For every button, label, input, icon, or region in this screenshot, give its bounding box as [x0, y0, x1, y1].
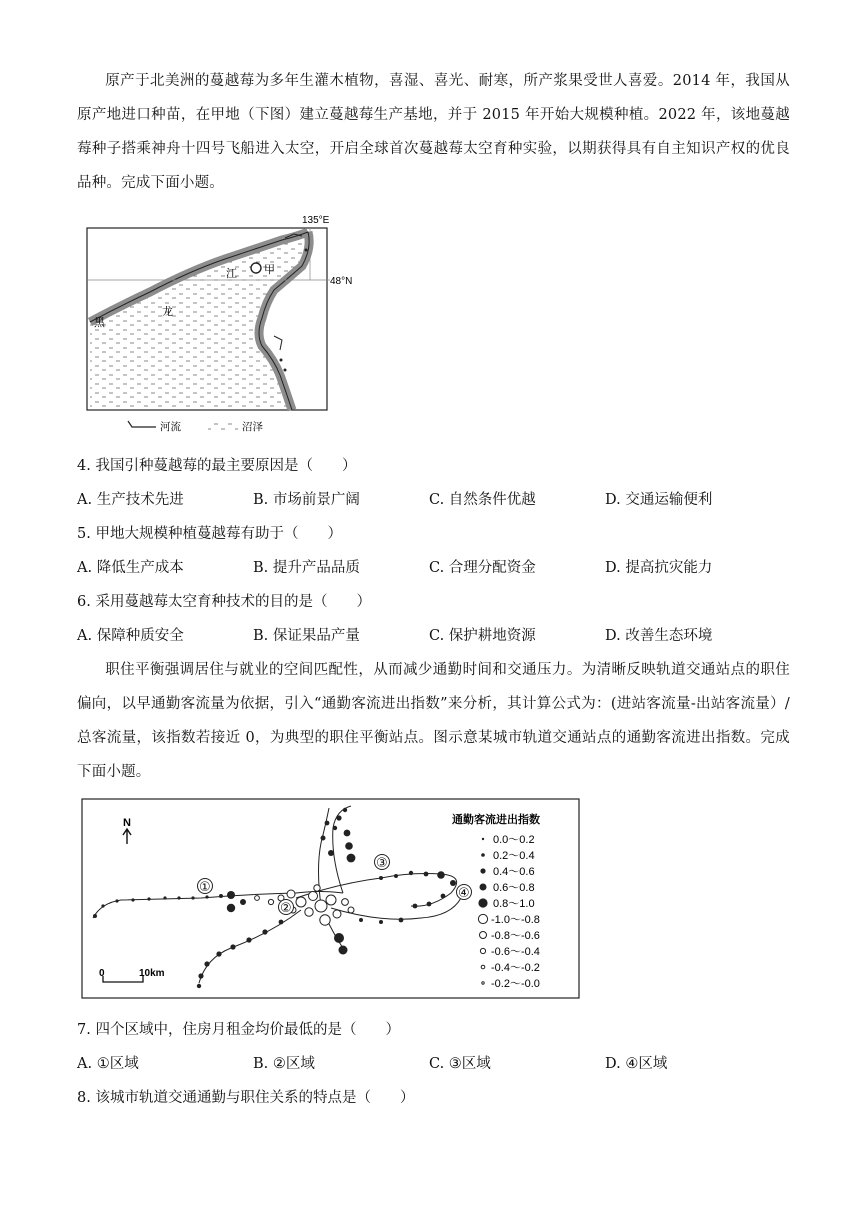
q6-option-c[interactable]: C. 保护耕地资源	[429, 628, 536, 644]
river-char-hei: 黑	[94, 317, 105, 329]
north-label: N	[123, 817, 131, 829]
scale-10km: 10km	[139, 968, 165, 979]
q6-option-d[interactable]: D. 改善生态环境	[605, 628, 713, 644]
river-char-jiang: 江	[226, 268, 237, 280]
q5-option-a[interactable]: A. 降低生产成本	[77, 560, 184, 576]
legend-marsh-label: 沼泽	[242, 421, 263, 433]
passage-commute	[77, 653, 790, 789]
lon-label: 135°E	[302, 215, 330, 226]
commute-index-map	[81, 798, 581, 1000]
q7-option-b[interactable]: B. ②区域	[253, 1056, 315, 1072]
legend-item-7: -0.6～-0.4	[491, 946, 540, 958]
question-5-stem: 5. 甲地大规模种植蔓越莓有助于（ ）	[77, 526, 342, 542]
question-8-stem: 8. 该城市轨道交通通勤与职住关系的特点是（ ）	[77, 1090, 415, 1106]
q4-option-c[interactable]: C. 自然条件优越	[429, 492, 536, 508]
legend-item-0: 0.0～0.2	[493, 834, 535, 846]
legend-river-symbol	[128, 421, 156, 427]
legend-item-4: 0.8～1.0	[493, 898, 535, 910]
passage-cranberry-text: 原产于北美洲的蔓越莓为多年生灌木植物，喜湿、喜光、耐寒，所产浆果受世人喜爱。2014 年，我国从原产地进口种苗，在甲地（下图）建立蔓越莓生产基地，并于 2015 年开始大规模种植。2022 年，该地蔓越莓种子搭乘神舟十四号飞船进入太空，开启全球首次蔓越莓太空育种实验，以期获得具有自主知识产权的优良品种。完成下面小题。	[77, 73, 790, 191]
legend-item-6: -0.8～-0.6	[491, 930, 540, 942]
legend-item-9: -0.2～-0.0	[491, 978, 540, 990]
region-label-3: ③	[376, 855, 388, 870]
legend-item-5: -1.0～-0.8	[491, 914, 540, 926]
q4-option-b[interactable]: B. 市场前景广阔	[253, 492, 360, 508]
q7-option-d[interactable]: D. ④区域	[605, 1056, 668, 1072]
legend-marsh-symbol	[208, 421, 238, 431]
legend-title: 通勤客流进出指数	[452, 814, 540, 826]
region-label-1: ①	[199, 879, 211, 894]
q5-option-c[interactable]: C. 合理分配资金	[429, 560, 536, 576]
region-label-2: ②	[280, 900, 292, 915]
legend-item-8: -0.4～-0.2	[491, 962, 540, 974]
question-4-options	[77, 490, 797, 510]
question-5-options	[77, 558, 797, 578]
q6-option-b[interactable]: B. 保证果品产量	[253, 628, 360, 644]
legend-item-3: 0.6～0.8	[493, 882, 535, 894]
scale-zero: 0	[99, 968, 105, 979]
q4-option-a[interactable]: A. 生产技术先进	[77, 492, 184, 508]
region-label-4: ④	[458, 885, 470, 900]
jia-location-marker	[251, 263, 261, 273]
jia-label: 甲	[264, 264, 275, 276]
q6-option-a[interactable]: A. 保障种质安全	[77, 628, 184, 644]
question-4-stem: 4. 我国引种蔓越莓的最主要原因是（ ）	[77, 458, 357, 474]
question-6-options	[77, 626, 797, 646]
question-7-options	[77, 1054, 797, 1074]
passage-cranberry	[77, 64, 790, 200]
question-7-stem: 7. 四个区域中，住房月租金均价最低的是（ ）	[77, 1022, 400, 1038]
legend-item-1: 0.2～0.4	[493, 850, 535, 862]
legend-river-label: 河流	[160, 421, 181, 433]
heilongjiang-marsh-map	[80, 210, 380, 440]
lat-label: 48°N	[330, 276, 353, 287]
passage-commute-text: 职住平衡强调居住与就业的空间匹配性，从而减少通勤时间和交通压力。为清晰反映轨道交通站点的职住偏向，以早通勤客流量为依据，引入“通勤客流进出指数”来分析，其计算公式为：(进站客流量-出站客流量）/总客流量，该指数若接近 0，为典型的职住平衡站点。图示意某城市轨道交通站点的通勤客流进出指数。完成下面小题。	[77, 662, 790, 780]
q4-option-d[interactable]: D. 交通运输便利	[605, 492, 713, 508]
river-char-long: 龙	[162, 306, 173, 318]
question-6-stem: 6. 采用蔓越莓太空育种技术的目的是（ ）	[77, 594, 371, 610]
q5-option-b[interactable]: B. 提升产品品质	[253, 560, 360, 576]
q5-option-d[interactable]: D. 提高抗灾能力	[605, 560, 713, 576]
q7-option-a[interactable]: A. ①区域	[77, 1056, 139, 1072]
legend-item-2: 0.4～0.6	[493, 866, 535, 878]
q7-option-c[interactable]: C. ③区域	[429, 1056, 491, 1072]
